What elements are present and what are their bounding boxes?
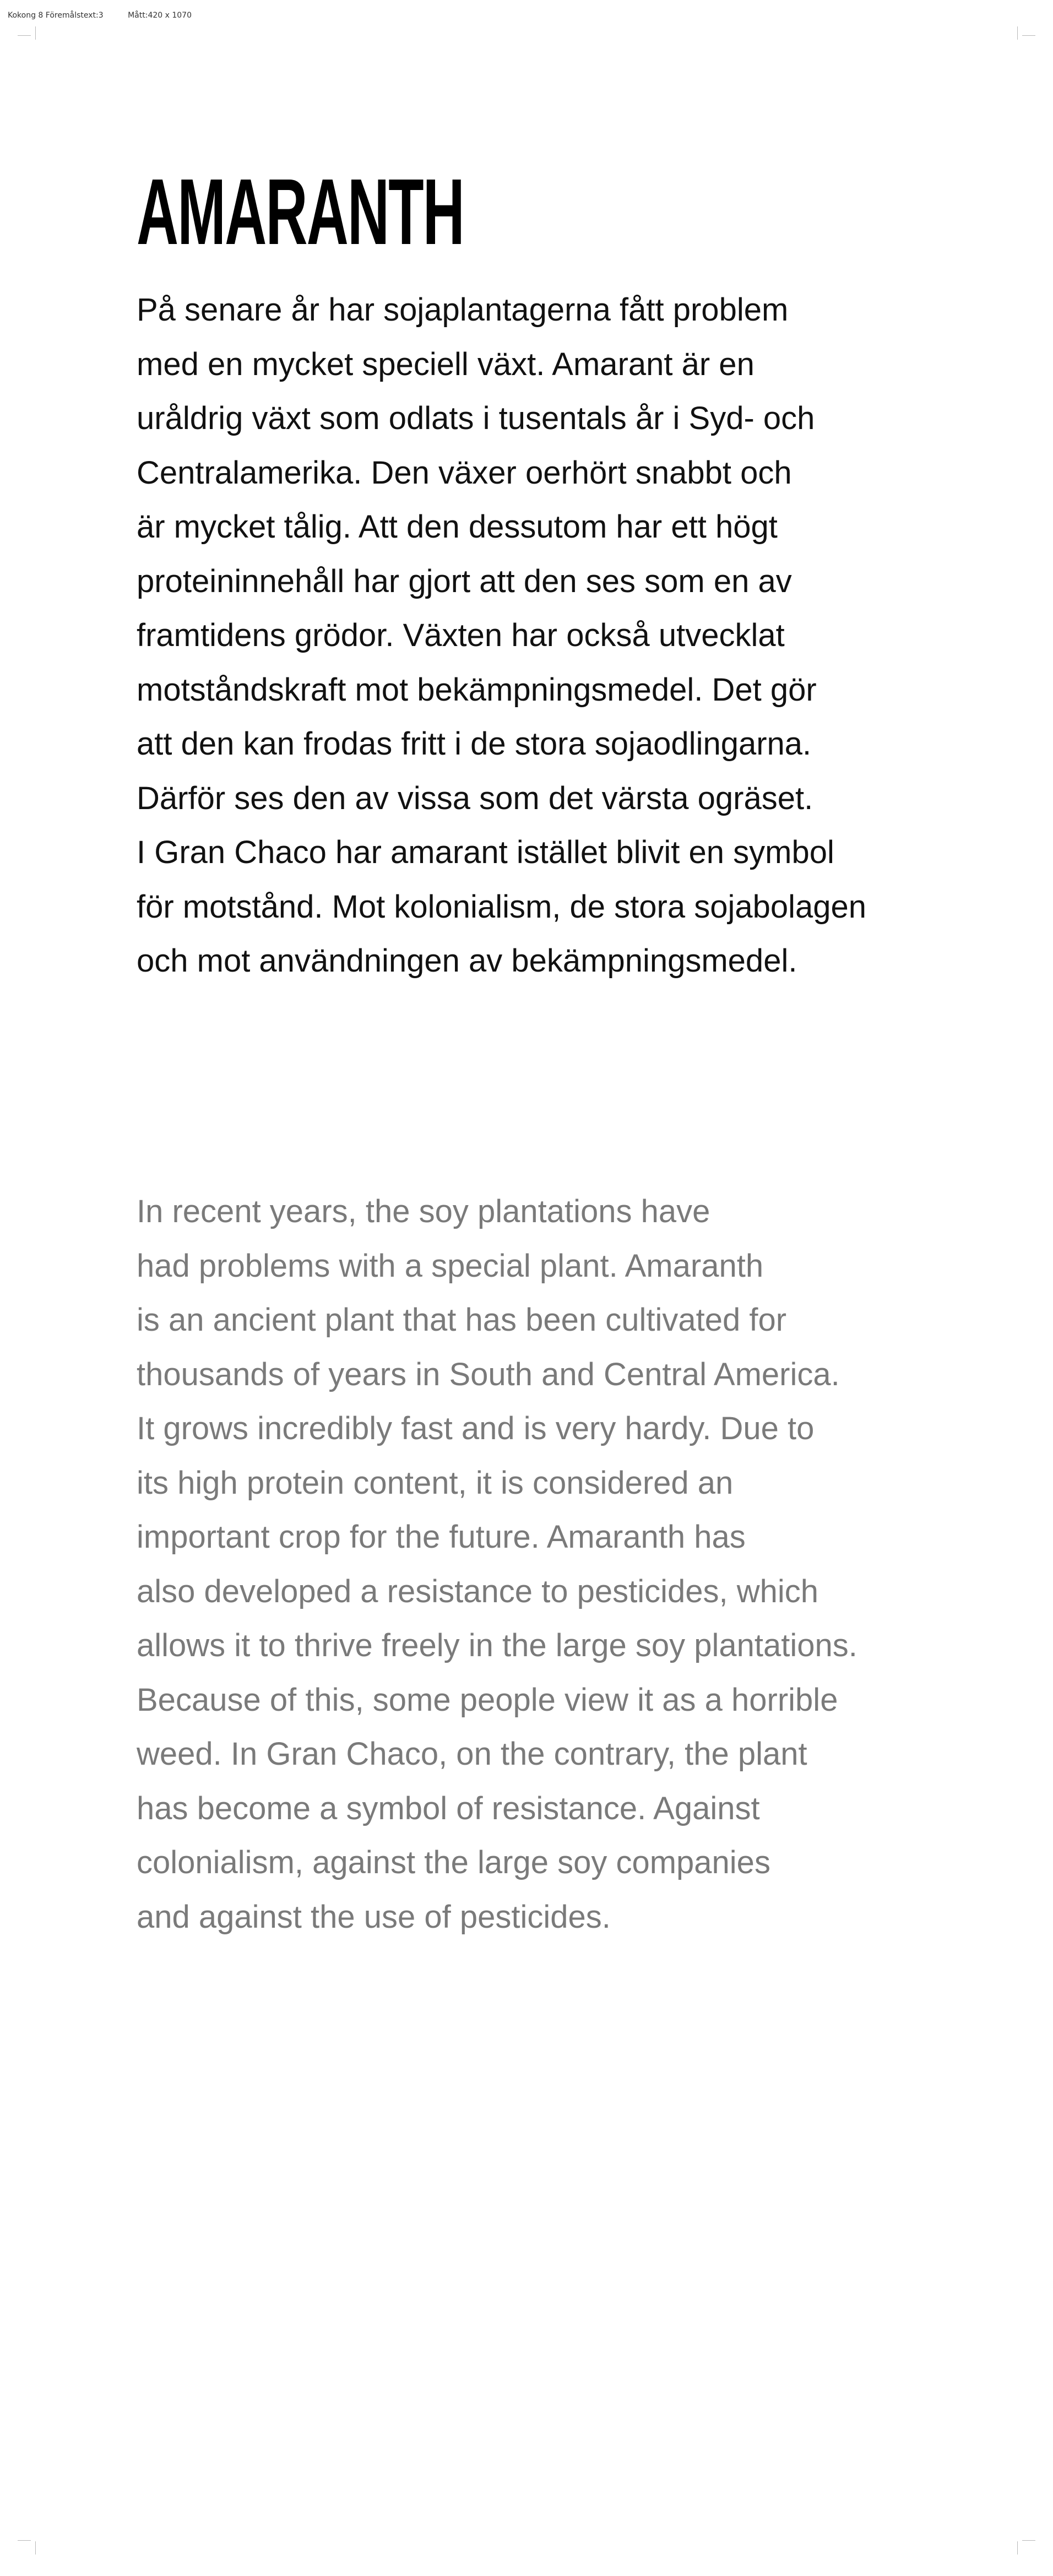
crop-mark-top-right-v <box>1017 26 1018 40</box>
swedish-text-line: uråldrig växt som odlats i tusentals år i Syd- och <box>137 400 815 436</box>
english-text-line: It grows incredibly fast and is very hardy. Due to <box>137 1411 815 1446</box>
swedish-text-line: I Gran Chaco har amarant istället blivit en symbol <box>137 834 834 870</box>
crop-mark-bottom-right-h <box>1022 2540 1035 2541</box>
swedish-text-line: är mycket tålig. Att den dessutom har ett högt <box>137 509 778 545</box>
crop-mark-top-right-h <box>1022 35 1035 36</box>
english-text-line: had problems with a special plant. Amaranth <box>137 1248 764 1284</box>
swedish-text-line: att den kan frodas fritt i de stora sojaodlingarna. <box>137 726 812 762</box>
swedish-text-line: Centralamerika. Den växer oerhört snabbt och <box>137 454 792 491</box>
print-slug <box>8 11 192 20</box>
crop-mark-top-left-v <box>35 26 36 40</box>
slug-size: Mått:420 x 1070 <box>128 11 192 20</box>
slug-label: Kokong 8 Föremålstext:3 <box>8 11 104 20</box>
page-title: AMARANTH <box>137 160 464 264</box>
english-text-line: important crop for the future. Amaranth has <box>137 1519 746 1555</box>
swedish-text-line: och mot användningen av bekämpningsmedel. <box>137 943 797 979</box>
english-text-line: colonialism, against the large soy companies <box>137 1845 770 1880</box>
swedish-text-line: framtidens grödor. Växten har också utvecklat <box>137 617 785 653</box>
english-text-line: also developed a resistance to pesticides, which <box>137 1573 819 1609</box>
swedish-text-line: Därför ses den av vissa som det värsta ogräset. <box>137 780 813 816</box>
swedish-text-line: proteininnehåll har gjort att den ses som en av <box>137 563 792 599</box>
swedish-text-line: med en mycket speciell växt. Amarant är en <box>137 346 755 382</box>
english-text-line: Because of this, some people view it as a horrible <box>137 1682 838 1718</box>
english-text-line: is an ancient plant that has been cultivated for <box>137 1302 787 1338</box>
crop-mark-bottom-left-v <box>35 2541 36 2555</box>
english-paragraph <box>137 1185 857 1944</box>
english-text-line: and against the use of pesticides. <box>137 1899 611 1935</box>
crop-mark-bottom-left-h <box>18 2540 31 2541</box>
english-text-line: has become a symbol of resistance. Against <box>137 1790 760 1826</box>
english-text-line: weed. In Gran Chaco, on the contrary, the plant <box>137 1736 807 1772</box>
english-text-line: In recent years, the soy plantations have <box>137 1194 710 1229</box>
english-text-line: thousands of years in South and Central America. <box>137 1356 840 1392</box>
crop-mark-top-left-h <box>18 35 31 36</box>
swedish-text-line: På senare år har sojaplantagerna fått problem <box>137 292 789 328</box>
swedish-text-line: motståndskraft mot bekämpningsmedel. Det gör <box>137 671 817 708</box>
crop-mark-bottom-right-v <box>1017 2541 1018 2555</box>
swedish-paragraph <box>137 283 866 989</box>
english-text-line: its high protein content, it is considered an <box>137 1465 734 1501</box>
swedish-text-line: för motstånd. Mot kolonialism, de stora sojabolagen <box>137 888 867 925</box>
english-text-line: allows it to thrive freely in the large soy plantations. <box>137 1628 857 1663</box>
